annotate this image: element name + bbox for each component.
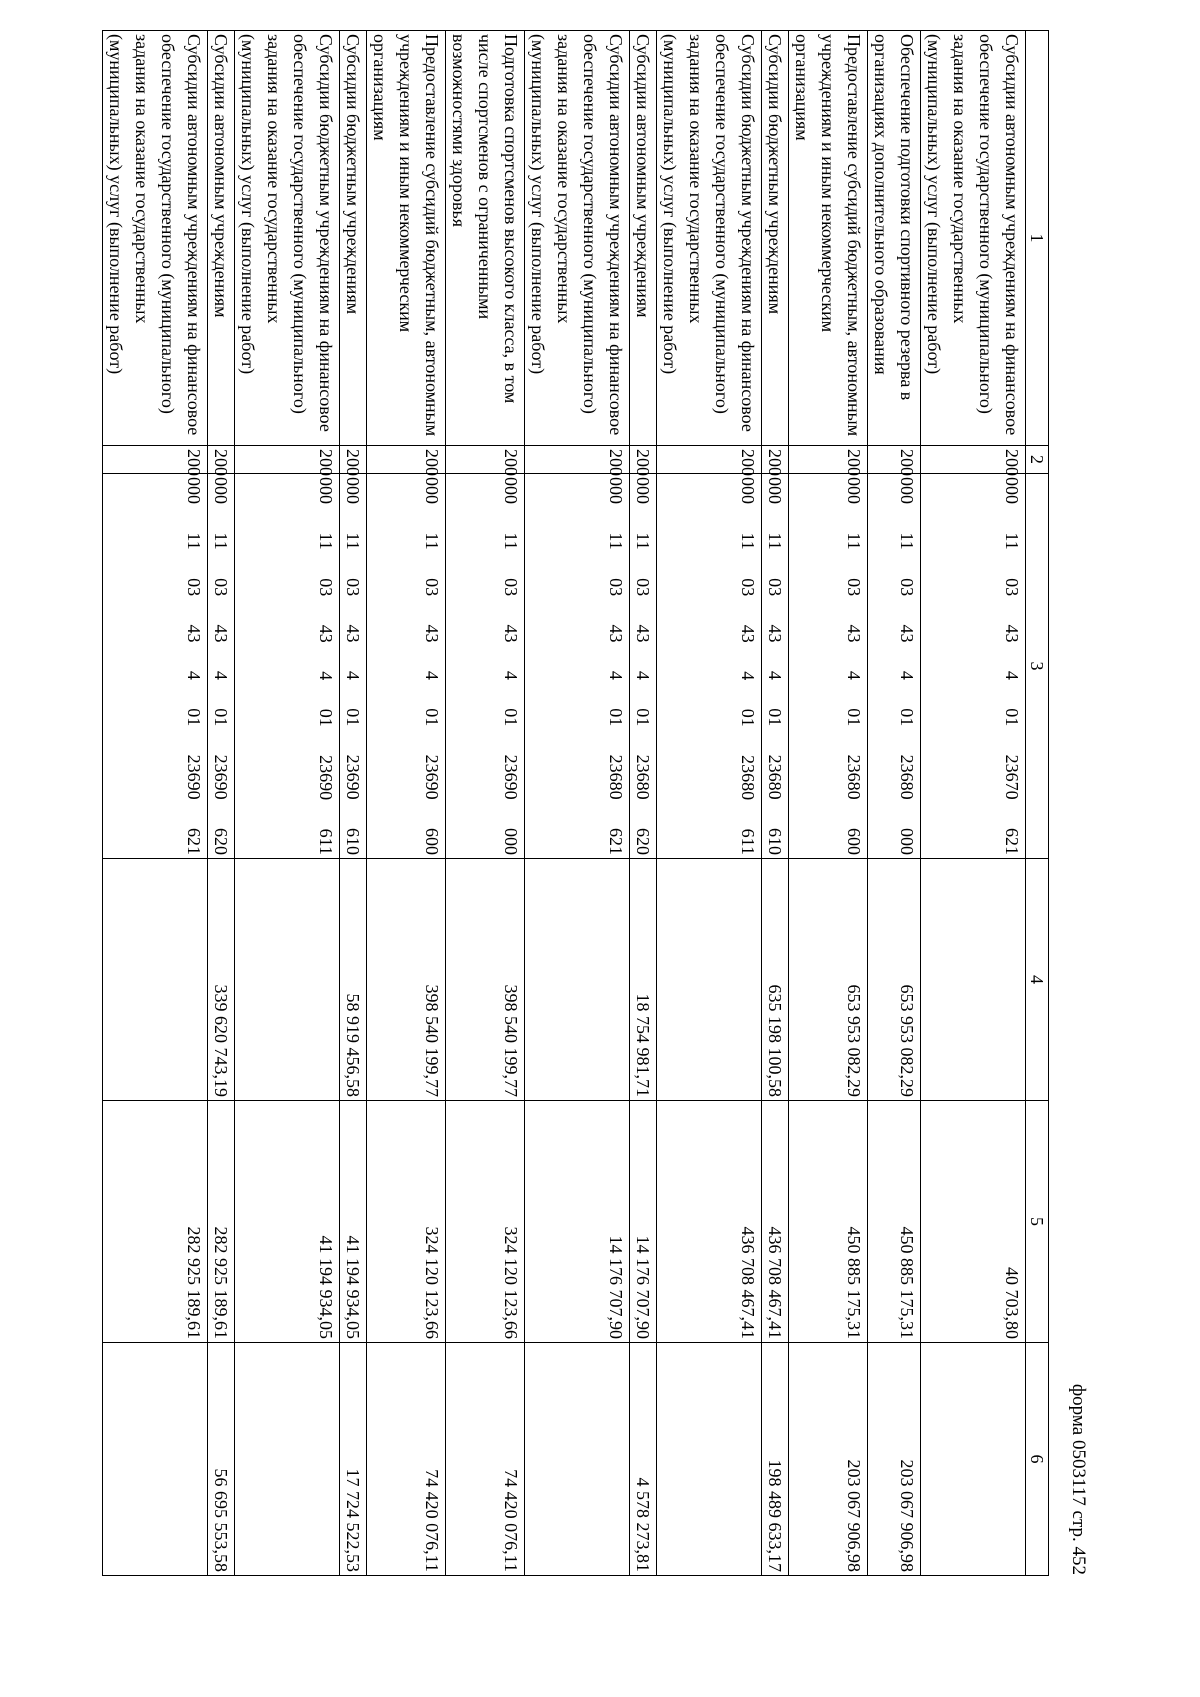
code-segment: 000 xyxy=(501,477,521,504)
unexecuted-amount: 74 420 076,11 xyxy=(446,1343,525,1576)
code-segment: 000 xyxy=(897,827,917,855)
approved-amount: 58 919 456,58 xyxy=(340,859,367,1101)
code-segment: 23680 xyxy=(738,755,758,801)
code-segment: 610 xyxy=(343,827,363,855)
classification-code xyxy=(525,474,630,859)
approved-amount: 398 540 199,77 xyxy=(446,859,525,1101)
code-segment: 4 xyxy=(738,671,758,681)
classification-code xyxy=(762,474,789,859)
line-code: 200 xyxy=(657,446,762,474)
code-segment: 23680 xyxy=(606,754,626,800)
code-segment: 611 xyxy=(316,828,336,855)
table-row xyxy=(868,31,921,1576)
classification-code xyxy=(868,474,921,859)
code-segment: 4 xyxy=(606,670,626,680)
code-segment: 4 xyxy=(897,670,917,680)
code-segment: 23690 xyxy=(501,754,521,800)
indicator-name: Предоставление субсидий бюджетным, автономным учреждениям и иным некоммерческим организациям xyxy=(789,31,868,446)
table-row xyxy=(446,31,525,1576)
code-segment: 4 xyxy=(316,671,336,681)
budget-table xyxy=(102,30,1049,1576)
code-segment: 11 xyxy=(633,532,653,550)
code-segment: 11 xyxy=(606,532,626,550)
executed-amount: 14 176 707,90 xyxy=(525,1101,630,1343)
code-segment: 23680 xyxy=(633,754,653,800)
code-segment: 23680 xyxy=(844,754,864,800)
code-segment: 621 xyxy=(1002,827,1022,855)
code-segment: 11 xyxy=(1002,532,1022,550)
code-segment: 43 xyxy=(211,624,231,643)
executed-amount: 14 176 707,90 xyxy=(630,1101,657,1343)
classification-code xyxy=(235,474,340,859)
executed-amount: 436 708 467,41 xyxy=(762,1101,789,1343)
unexecuted-amount: 198 489 633,17 xyxy=(762,1343,789,1576)
code-segment: 4 xyxy=(422,670,442,680)
code-segment: 01 xyxy=(422,708,442,727)
classification-code-parts xyxy=(841,477,867,855)
code-segment: 01 xyxy=(897,708,917,727)
code-segment: 23690 xyxy=(184,754,204,800)
classification-code xyxy=(103,474,208,859)
line-code: 200 xyxy=(630,446,657,474)
line-code: 200 xyxy=(789,446,868,474)
table-body xyxy=(103,31,1026,1576)
classification-code xyxy=(921,474,1026,859)
code-segment: 000 xyxy=(1002,477,1022,504)
code-segment: 23690 xyxy=(343,754,363,800)
classification-code xyxy=(630,474,657,859)
code-segment: 01 xyxy=(343,708,363,727)
header-col-3: 3 xyxy=(1026,474,1049,859)
indicator-name: Субсидии автономным учреждениям на финансовое обеспечение государственного (муниципального) задания на оказание государственных (муниципальных) услуг (выполнение работ) xyxy=(103,31,208,446)
code-segment: 23690 xyxy=(211,754,231,800)
code-segment: 01 xyxy=(211,708,231,727)
line-code: 200 xyxy=(921,446,1026,474)
code-segment: 610 xyxy=(765,827,785,855)
code-segment: 11 xyxy=(343,532,363,550)
code-segment: 03 xyxy=(422,578,442,597)
code-segment: 03 xyxy=(184,578,204,597)
header-col-5: 5 xyxy=(1026,1101,1049,1343)
indicator-name: Субсидии автономным учреждениям xyxy=(208,31,235,446)
indicator-name: Субсидии автономным учреждениям на финансовое обеспечение государственного (муниципального) задания на оказание государственных (муниципальных) услуг (выполнение работ) xyxy=(921,31,1026,446)
classification-code xyxy=(657,474,762,859)
code-segment: 620 xyxy=(633,827,653,855)
code-segment: 23690 xyxy=(422,754,442,800)
code-segment: 000 xyxy=(316,477,336,504)
table-row xyxy=(921,31,1026,1576)
code-segment: 43 xyxy=(316,624,336,643)
indicator-name: Субсидии бюджетным учреждениям на финансовое обеспечение государственного (муниципального) задания на оказание государственных (муниципальных) услуг (выполнение работ) xyxy=(657,31,762,446)
table-row xyxy=(340,31,367,1576)
approved-amount xyxy=(103,859,208,1101)
indicator-name: Субсидии автономным учреждениям xyxy=(630,31,657,446)
code-segment: 620 xyxy=(211,827,231,855)
header-col-2: 2 xyxy=(1026,446,1049,474)
classification-code-parts xyxy=(630,477,656,855)
indicator-name: Субсидии автономным учреждениям на финансовое обеспечение государственного (муниципального) задания на оказание государственных (муниципальных) услуг (выполнение работ) xyxy=(525,31,630,446)
code-segment: 11 xyxy=(422,532,442,550)
classification-code-parts xyxy=(313,477,339,855)
code-segment: 01 xyxy=(501,708,521,727)
line-code: 200 xyxy=(762,446,789,474)
code-segment: 43 xyxy=(422,624,442,643)
code-segment: 03 xyxy=(1002,578,1022,597)
code-segment: 01 xyxy=(844,708,864,727)
code-segment: 43 xyxy=(501,624,521,643)
code-segment: 621 xyxy=(606,827,626,855)
indicator-name: Подготовка спортсменов высокого класса, в том числе спортсменов с ограниченными возможностями здоровья xyxy=(446,31,525,446)
code-segment: 000 xyxy=(501,827,521,855)
unexecuted-amount: 74 420 076,11 xyxy=(367,1343,446,1576)
code-segment: 03 xyxy=(316,578,336,597)
line-code: 200 xyxy=(525,446,630,474)
executed-amount: 40 703,80 xyxy=(921,1101,1026,1343)
table-row xyxy=(789,31,868,1576)
executed-amount: 324 120 123,66 xyxy=(367,1101,446,1343)
table-row xyxy=(367,31,446,1576)
code-segment: 600 xyxy=(844,827,864,855)
code-segment: 4 xyxy=(211,670,231,680)
code-segment: 11 xyxy=(501,532,521,550)
line-code: 200 xyxy=(868,446,921,474)
line-code: 200 xyxy=(103,446,208,474)
code-segment: 03 xyxy=(897,578,917,597)
approved-amount: 339 620 743,19 xyxy=(208,859,235,1101)
code-segment: 4 xyxy=(844,670,864,680)
classification-code-parts xyxy=(498,477,524,855)
report-page xyxy=(106,30,1095,1575)
table-row xyxy=(762,31,789,1576)
classification-code-parts xyxy=(208,477,234,855)
code-segment: 03 xyxy=(343,578,363,597)
table-row xyxy=(235,31,340,1576)
code-segment: 11 xyxy=(738,532,758,550)
unexecuted-amount: 203 067 906,98 xyxy=(789,1343,868,1576)
unexecuted-amount xyxy=(103,1343,208,1576)
form-reference: форма 0503117 стр. 452 xyxy=(1068,1383,1089,1575)
unexecuted-amount: 56 695 553,58 xyxy=(208,1343,235,1576)
code-segment: 03 xyxy=(633,578,653,597)
code-segment: 43 xyxy=(765,624,785,643)
indicator-name: Субсидии бюджетным учреждениям на финансовое обеспечение государственного (муниципального) задания на оказание государственных (муниципальных) услуг (выполнение работ) xyxy=(235,31,340,446)
header-col-1: 1 xyxy=(1026,31,1049,446)
classification-code-parts xyxy=(762,477,788,855)
line-code: 200 xyxy=(208,446,235,474)
classification-code xyxy=(340,474,367,859)
unexecuted-amount xyxy=(657,1343,762,1576)
executed-amount: 41 194 934,05 xyxy=(340,1101,367,1343)
code-segment: 23670 xyxy=(1002,754,1022,800)
table-row xyxy=(208,31,235,1576)
classification-code-parts xyxy=(181,477,207,855)
code-segment: 4 xyxy=(343,670,363,680)
approved-amount xyxy=(921,859,1026,1101)
code-segment: 03 xyxy=(606,578,626,597)
classification-code-parts xyxy=(999,477,1025,855)
classification-code-parts xyxy=(419,477,445,855)
unexecuted-amount xyxy=(525,1343,630,1576)
classification-code-parts xyxy=(735,477,761,855)
executed-amount: 450 885 175,31 xyxy=(789,1101,868,1343)
header-col-4: 4 xyxy=(1026,859,1049,1101)
approved-amount xyxy=(657,859,762,1101)
code-segment: 11 xyxy=(897,532,917,550)
code-segment: 23680 xyxy=(897,754,917,800)
classification-code-parts xyxy=(340,477,366,855)
code-segment: 4 xyxy=(633,670,653,680)
code-segment: 01 xyxy=(1002,708,1022,727)
code-segment: 000 xyxy=(343,477,363,504)
executed-amount: 282 925 189,61 xyxy=(208,1101,235,1343)
code-segment: 000 xyxy=(897,477,917,504)
code-segment: 11 xyxy=(844,532,864,550)
approved-amount xyxy=(525,859,630,1101)
code-segment: 43 xyxy=(1002,624,1022,643)
code-segment: 43 xyxy=(633,624,653,643)
approved-amount xyxy=(235,859,340,1101)
code-segment: 000 xyxy=(844,477,864,504)
line-code: 200 xyxy=(446,446,525,474)
unexecuted-amount: 203 067 906,98 xyxy=(868,1343,921,1576)
classification-code-parts xyxy=(894,477,920,855)
classification-code xyxy=(208,474,235,859)
code-segment: 01 xyxy=(316,708,336,727)
code-segment: 11 xyxy=(765,532,785,550)
code-segment: 23680 xyxy=(765,754,785,800)
unexecuted-amount: 4 578 273,81 xyxy=(630,1343,657,1576)
code-segment: 01 xyxy=(738,708,758,727)
indicator-name: Обеспечение подготовки спортивного резерва в организациях дополнительного образования xyxy=(868,31,921,446)
table-row xyxy=(630,31,657,1576)
executed-amount: 450 885 175,31 xyxy=(868,1101,921,1343)
code-segment: 11 xyxy=(316,532,336,550)
indicator-name: Предоставление субсидий бюджетным, автономным учреждениям и иным некоммерческим организациям xyxy=(367,31,446,446)
code-segment: 03 xyxy=(844,578,864,597)
code-segment: 01 xyxy=(184,708,204,727)
header-col-6: 6 xyxy=(1026,1343,1049,1576)
code-segment: 43 xyxy=(606,624,626,643)
code-segment: 43 xyxy=(844,624,864,643)
code-segment: 43 xyxy=(184,624,204,643)
table-row xyxy=(103,31,208,1576)
line-code: 200 xyxy=(340,446,367,474)
classification-code-parts xyxy=(603,477,629,855)
line-code: 200 xyxy=(235,446,340,474)
executed-amount: 324 120 123,66 xyxy=(446,1101,525,1343)
code-segment: 03 xyxy=(501,578,521,597)
unexecuted-amount: 17 724 522,53 xyxy=(340,1343,367,1576)
code-segment: 03 xyxy=(765,578,785,597)
table-header xyxy=(1026,31,1049,1576)
code-segment: 03 xyxy=(738,578,758,597)
code-segment: 000 xyxy=(606,477,626,504)
approved-amount: 653 953 082,29 xyxy=(868,859,921,1101)
code-segment: 000 xyxy=(211,477,231,504)
code-segment: 03 xyxy=(211,578,231,597)
code-segment: 4 xyxy=(1002,670,1022,680)
classification-code xyxy=(446,474,525,859)
classification-code xyxy=(367,474,446,859)
executed-amount: 436 708 467,41 xyxy=(657,1101,762,1343)
approved-amount: 653 953 082,29 xyxy=(789,859,868,1101)
code-segment: 000 xyxy=(765,477,785,504)
executed-amount: 282 925 189,61 xyxy=(103,1101,208,1343)
code-segment: 43 xyxy=(343,624,363,643)
code-segment: 621 xyxy=(184,827,204,855)
code-segment: 4 xyxy=(765,670,785,680)
unexecuted-amount xyxy=(921,1343,1026,1576)
code-segment: 4 xyxy=(501,670,521,680)
line-code: 200 xyxy=(367,446,446,474)
table-row xyxy=(657,31,762,1576)
code-segment: 600 xyxy=(422,827,442,855)
code-segment: 000 xyxy=(422,477,442,504)
classification-code xyxy=(789,474,868,859)
approved-amount: 635 198 100,58 xyxy=(762,859,789,1101)
code-segment: 43 xyxy=(738,624,758,643)
unexecuted-amount xyxy=(235,1343,340,1576)
code-segment: 11 xyxy=(211,532,231,550)
code-segment: 01 xyxy=(765,708,785,727)
code-segment: 000 xyxy=(184,477,204,504)
code-segment: 000 xyxy=(738,477,758,504)
approved-amount: 398 540 199,77 xyxy=(367,859,446,1101)
code-segment: 11 xyxy=(184,532,204,550)
code-segment: 01 xyxy=(606,708,626,727)
code-segment: 000 xyxy=(633,477,653,504)
code-segment: 4 xyxy=(184,670,204,680)
executed-amount: 41 194 934,05 xyxy=(235,1101,340,1343)
indicator-name: Субсидии бюджетным учреждениям xyxy=(340,31,367,446)
approved-amount: 18 754 981,71 xyxy=(630,859,657,1101)
code-segment: 611 xyxy=(738,828,758,855)
code-segment: 23690 xyxy=(316,755,336,801)
code-segment: 01 xyxy=(633,708,653,727)
table-row xyxy=(525,31,630,1576)
code-segment: 43 xyxy=(897,624,917,643)
indicator-name: Субсидии бюджетным учреждениям xyxy=(762,31,789,446)
